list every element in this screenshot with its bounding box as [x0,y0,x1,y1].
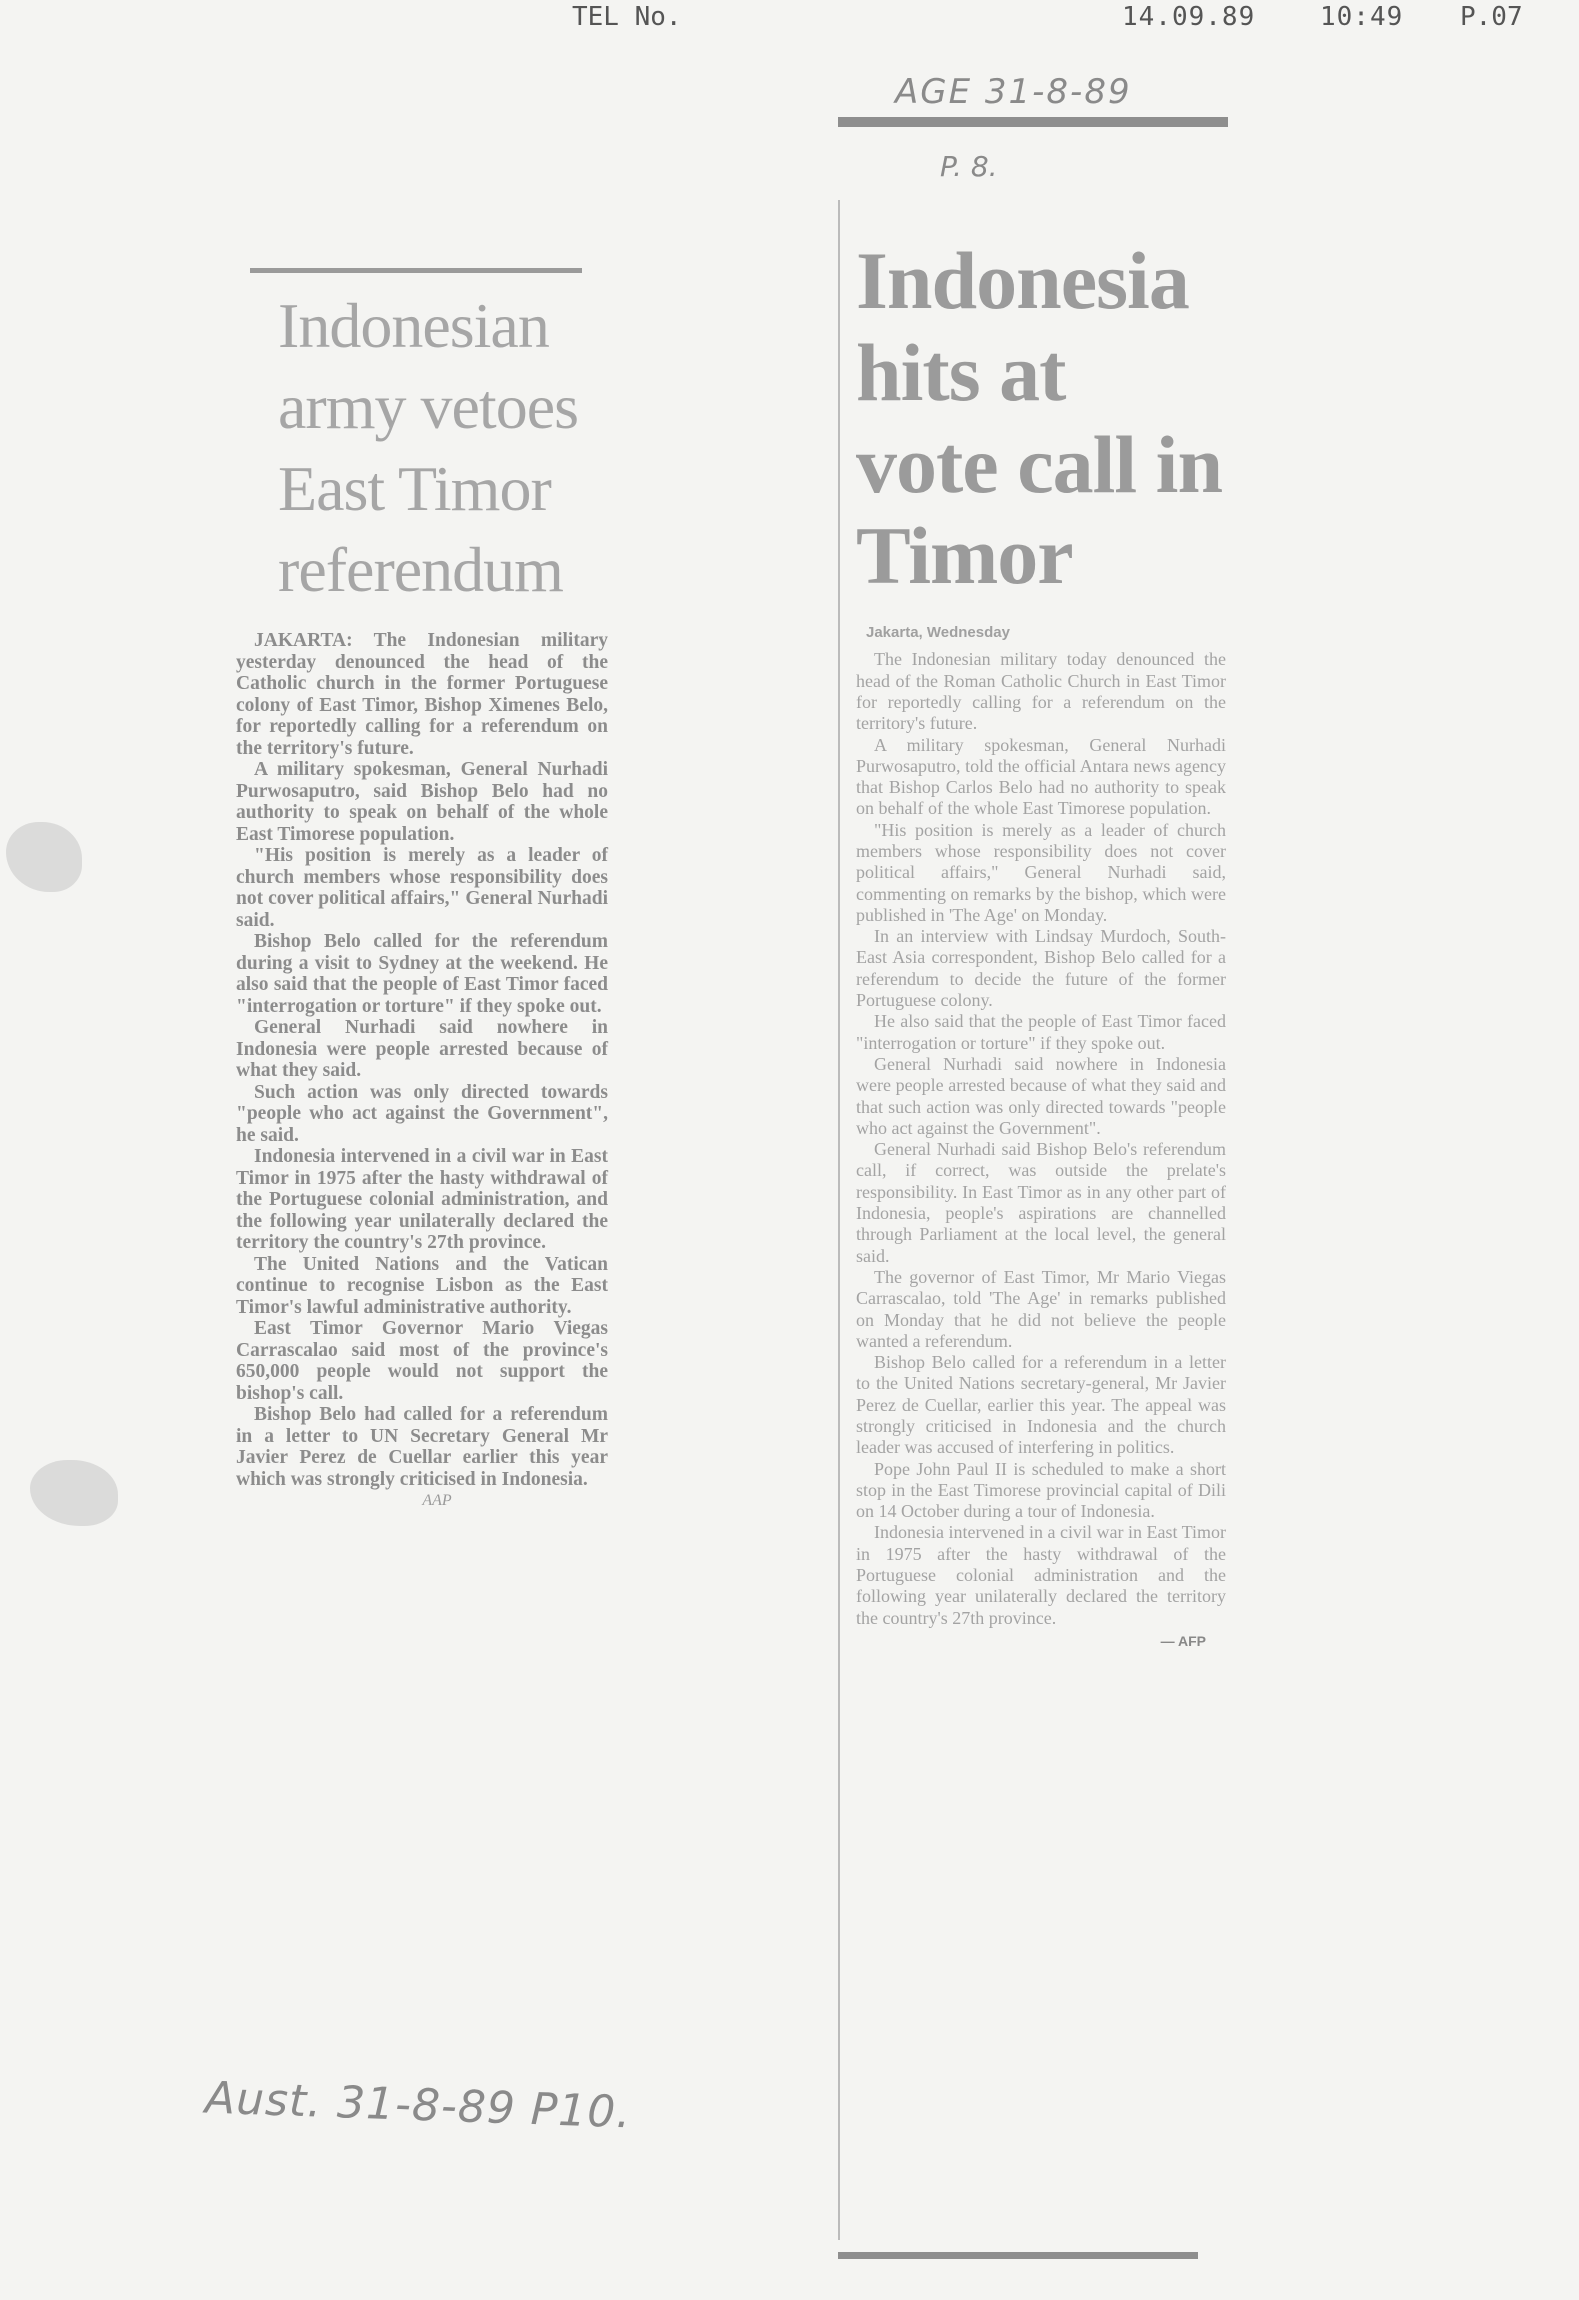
article-paragraph: Such action was only directed towards "people who act against the Government", he said. [236,1081,608,1146]
article-paragraph: Indonesia intervened in a civil war in East Timor in 1975 after the hasty withdrawal of the Portuguese colonial administration and the following year unilaterally declared the territory the country's 27th province. [856,1522,1226,1628]
right-article [856,235,1226,1649]
left-article-headline: Indonesian army vetoes East Timor referendum [278,290,578,605]
fax-tel-label: TEL No. [572,2,682,32]
article-paragraph: He also said that the people of East Timor faced "interrogation or torture" if they spoke out. [856,1011,1226,1053]
article-paragraph: JAKARTA: The Indonesian military yesterday denounced the head of the Catholic church in the former Portuguese colony of East Timor, Bishop Ximenes Belo, for reportedly calling for a referendum on the territory's future. [236,630,608,759]
article-paragraph: A military spokesman, General Nurhadi Purwosaputro, said Bishop Belo had no authority to speak on behalf of the whole East Timorese population. [236,759,608,845]
article-paragraph: General Nurhadi said nowhere in Indonesia were people arrested because of what they said and that such action was only directed towards "people who act against the Government". [856,1053,1226,1138]
handwritten-page-note: P. 8. [940,150,998,183]
article-paragraph: "His position is merely as a leader of church members whose responsibility does not cover political affairs," General Nurhadi said, commenting on remarks by the bishop, which were published in 'The Age' on Monday. [856,819,1226,925]
article-paragraph: Indonesia intervened in a civil war in East Timor in 1975 after the hasty withdrawal of the Portuguese colonial administration, and the following year unilaterally declared the territory the country's 27th province. [236,1146,608,1254]
punch-hole-mark [30,1460,118,1526]
article-paragraph: The governor of East Timor, Mr Mario Viegas Carrascalao, told 'The Age' in remarks published on Monday that he did not believe the people wanted a referendum. [856,1266,1226,1351]
fax-date: 14.09.89 [1122,2,1256,32]
article-paragraph: "His position is merely as a leader of church members whose responsibility does not cover political affairs," General Nurhadi said. [236,845,608,931]
right-article-body [856,649,1226,1629]
handwritten-source-note-bottom: Aust. 31-8-89 P10. [204,2072,633,2139]
fax-header [0,0,1579,40]
article-paragraph: East Timor Governor Mario Viegas Carrascalao said most of the province's 650,000 people would not support the bishop's call. [236,1318,608,1404]
clipping-rule-bottom-right [838,2252,1198,2259]
article-paragraph: The United Nations and the Vatican continue to recognise Lisbon as the East Timor's lawful administrative authority. [236,1253,608,1318]
article-paragraph: A military spokesman, General Nurhadi Purwosaputro, told the official Antara news agency that Bishop Carlos Belo had no authority to speak on behalf of the whole East Timorese population. [856,734,1226,819]
article-paragraph: The Indonesian military today denounced the head of the Roman Catholic Church in East Timor for reportedly calling for a referendum on the territory's future. [856,649,1226,734]
fax-page-number: P.07 [1460,2,1523,32]
handwritten-source-note: AGE 31-8-89 [895,72,1132,112]
left-article [236,285,608,1510]
clipping-rule-top-right [838,117,1228,127]
article-paragraph: In an interview with Lindsay Murdoch, South-East Asia correspondent, Bishop Belo called for a referendum to decide the future of the former Portuguese colony. [856,926,1226,1011]
article-paragraph: Pope John Paul II is scheduled to make a short stop in the East Timorese provincial capital of Dili on 14 October during a tour of Indonesia. [856,1458,1226,1522]
clipping-edge-right [838,200,840,2240]
article-paragraph: Bishop Belo called for the referendum during a visit to Sydney at the weekend. He also said that the people of East Timor faced "interrogation or torture" if they spoke out. [236,931,608,1017]
right-article-headline: Indonesia hits at vote call in Timor [856,235,1223,602]
article-paragraph: General Nurhadi said Bishop Belo's referendum call, if correct, was outside the prelate's responsibility. In East Timor as in any other part of Indonesia, people's aspirations are channelled through Parliament at the local level, the general said. [856,1139,1226,1266]
article-paragraph: Bishop Belo had called for a referendum in a letter to UN Secretary General Mr Javier Perez de Cuellar earlier this year which was strongly criticised in Indonesia. [236,1404,608,1490]
right-article-dateline: Jakarta, Wednesday [866,624,1010,642]
left-article-credit: AAP [422,1492,452,1510]
article-paragraph: General Nurhadi said nowhere in Indonesia were people arrested because of what they said. [236,1017,608,1082]
fax-time: 10:49 [1320,2,1404,32]
punch-hole-mark [6,822,82,892]
article-paragraph: Bishop Belo called for a referendum in a letter to the United Nations secretary-general, Mr Javier Perez de Cuellar, earlier this year. The appeal was strongly criticised in Indonesia and the church leader was accused of interfering in politics. [856,1352,1226,1458]
right-article-credit: — AFP [1160,1632,1206,1649]
clipping-rule-top-left [250,268,582,273]
left-article-body [236,630,608,1490]
